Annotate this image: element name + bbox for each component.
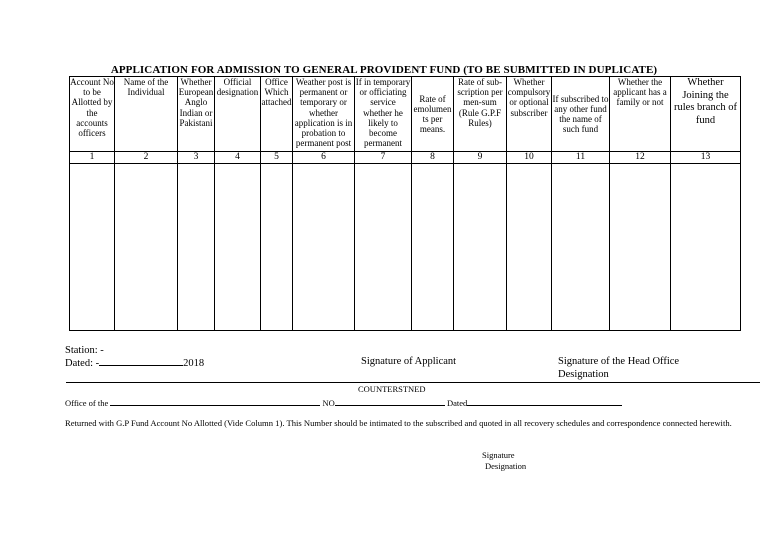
col-header-other-fund: If subscribed to any other fund the name of such fund <box>552 77 610 152</box>
col-number: 12 <box>610 152 671 164</box>
entry-cell[interactable] <box>610 164 671 331</box>
signature-applicant: Signature of Applicant <box>361 356 457 367</box>
col-header-emoluments: Rate of emolumen ts per means. <box>412 77 454 152</box>
entry-cell[interactable] <box>355 164 412 331</box>
office-of-label: Office of the <box>65 398 109 408</box>
col-header-name: Name of the Individual <box>115 77 178 152</box>
col-number: 7 <box>355 152 412 164</box>
dated-short-label: Dated <box>446 398 468 408</box>
col-number: 5 <box>261 152 293 164</box>
col-header-joining-branch: Whether Joining the rules branch of fund <box>671 77 741 152</box>
col-number: 1 <box>70 152 115 164</box>
entry-cell[interactable] <box>454 164 507 331</box>
entry-cell[interactable] <box>178 164 215 331</box>
office-blank[interactable] <box>110 396 320 406</box>
entry-cell[interactable] <box>261 164 293 331</box>
entry-cell[interactable] <box>215 164 261 331</box>
station-label: Station: - <box>65 345 104 356</box>
col-number: 11 <box>552 152 610 164</box>
application-table <box>69 76 741 331</box>
col-header-subscription-rate: Rate of sub-scription per men-sum (Rule G.P.F Rules) <box>454 77 507 152</box>
col-header-account-no: Account No to be Allotted by the accounts officers <box>70 77 115 152</box>
entry-cell[interactable] <box>115 164 178 331</box>
dated-line <box>65 356 204 369</box>
col-header-nationality: Whether European Anglo Indian or Pakistani <box>178 77 215 152</box>
countersigned-heading: COUNTERSTNED <box>358 384 426 394</box>
dated-label: Dated: - <box>65 358 100 369</box>
col-header-temporary-service: If in temporary or officiating service whether he likely to become permanent <box>355 77 412 152</box>
header-row <box>70 77 741 152</box>
divider <box>66 382 760 383</box>
col-header-family: Whether the applicant has a family or not <box>610 77 671 152</box>
form-title: APPLICATION FOR ADMISSION TO GENERAL PROVIDENT FUND (TO BE SUBMITTED IN DUPLICATE) <box>110 64 658 76</box>
signature-head-office: Signature of the Head Office <box>558 356 680 367</box>
col-header-office: Office Which attached <box>261 77 293 152</box>
designation-label: Designation <box>558 369 609 380</box>
entry-row <box>70 164 741 331</box>
col-header-designation: Official designation <box>215 77 261 152</box>
col-number: 3 <box>178 152 215 164</box>
office-line <box>65 396 622 408</box>
returned-note: Returned with G.P Fund Account No Allotted (Vide Column 1). This Number should be intimated to the subscribed and quoted in all recovery schedules and correspondence connected herewith. <box>65 418 732 428</box>
no-label: NO <box>322 398 335 408</box>
dated-blank[interactable] <box>467 396 622 406</box>
designation-bottom: Designation <box>485 461 527 471</box>
col-header-subscriber-type: Whether compulsory or optional subscriber <box>507 77 552 152</box>
entry-cell[interactable] <box>507 164 552 331</box>
no-blank[interactable] <box>335 396 445 406</box>
col-number: 13 <box>671 152 741 164</box>
col-number: 9 <box>454 152 507 164</box>
column-number-row <box>70 152 741 164</box>
col-number: 8 <box>412 152 454 164</box>
entry-cell[interactable] <box>412 164 454 331</box>
col-number: 10 <box>507 152 552 164</box>
signature-bottom: Signature <box>482 450 515 460</box>
date-blank[interactable] <box>99 356 183 366</box>
entry-cell[interactable] <box>552 164 610 331</box>
col-header-post-status: Weather post is permanent or temporary or whether application is in probation to permanent post <box>293 77 355 152</box>
entry-cell[interactable] <box>671 164 741 331</box>
dated-year: 2018 <box>183 358 205 369</box>
col-number: 2 <box>115 152 178 164</box>
entry-cell[interactable] <box>70 164 115 331</box>
entry-cell[interactable] <box>293 164 355 331</box>
col-number: 6 <box>293 152 355 164</box>
col-number: 4 <box>215 152 261 164</box>
